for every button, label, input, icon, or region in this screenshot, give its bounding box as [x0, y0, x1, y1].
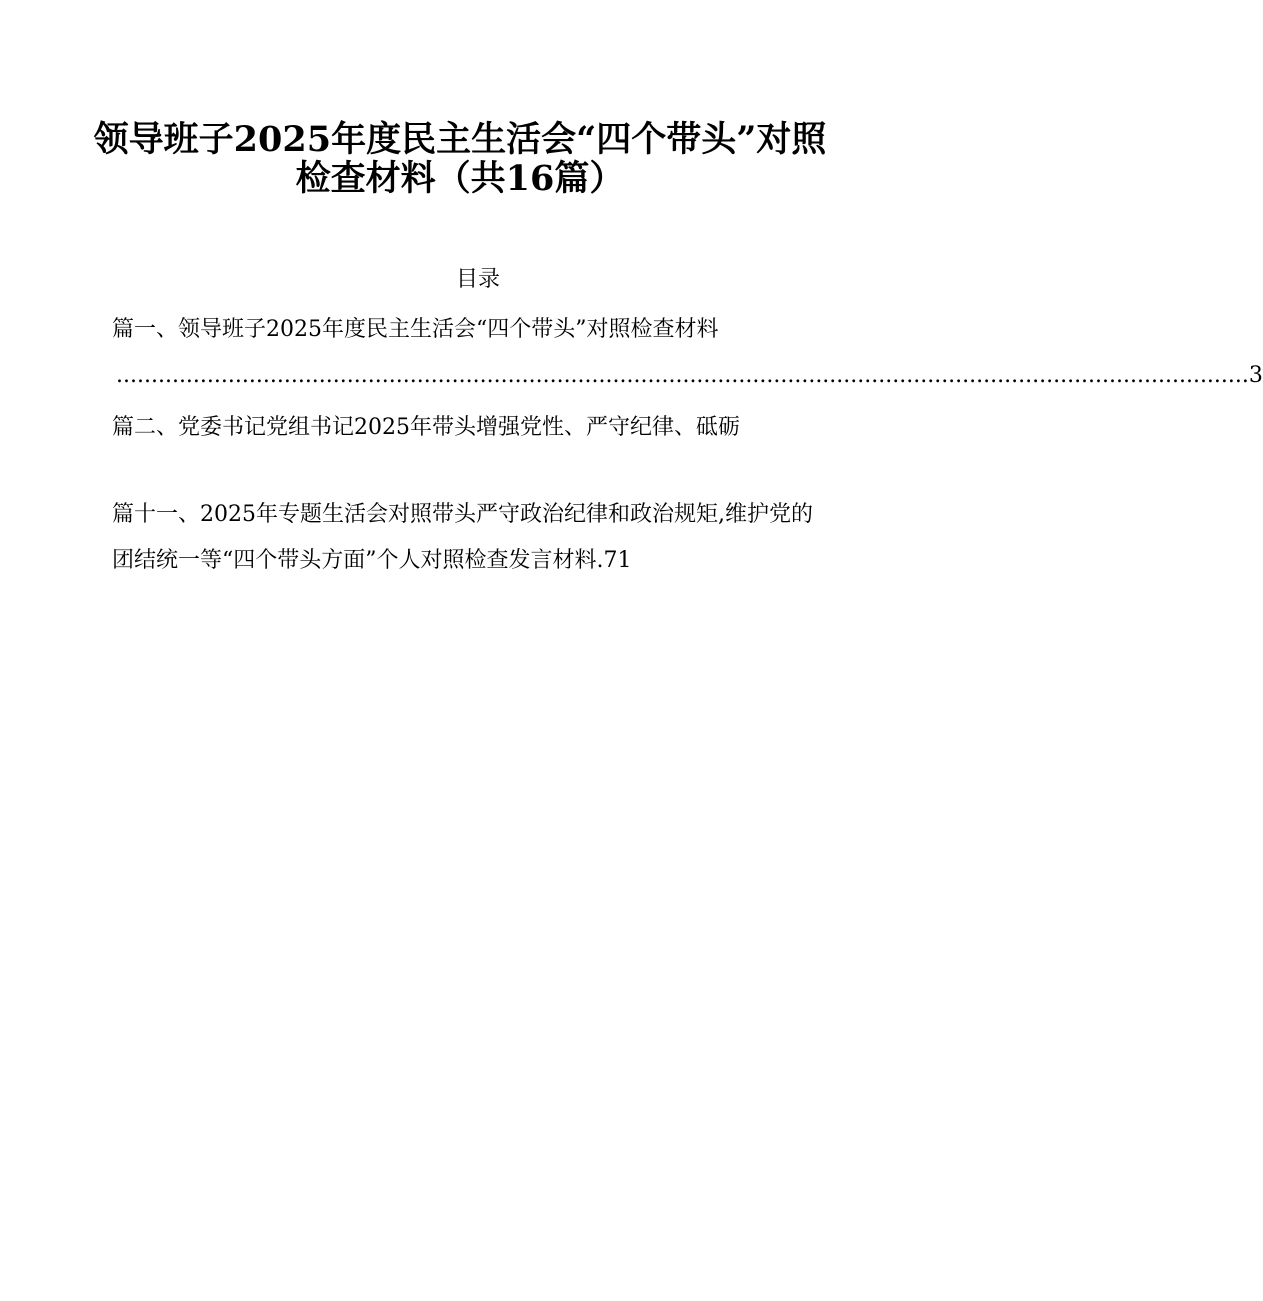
toc-entry-1-dot-leader: ..................................................................................................................................................................	[116, 363, 1249, 388]
document-title-line-2: 检查材料（共16篇）	[295, 158, 625, 199]
toc-entry-3-title-continued[interactable]: 团结统一等“四个带头方面”个人对照检查发言材料.71	[112, 548, 632, 573]
toc-entry-1-page-number: 3	[1248, 363, 1263, 388]
toc-entry-2-title[interactable]: 篇二、党委书记党组书记2025年带头增强党性、严守纪律、砥砺	[112, 415, 740, 440]
toc-entry-3-title[interactable]: 篇十一、2025年专题生活会对照带头严守政治纪律和政治规矩,维护党的	[112, 502, 813, 527]
toc-entry-1-title[interactable]: 篇一、领导班子2025年度民主生活会“四个带头”对照检查材料	[112, 317, 719, 342]
document-title-line-1: 领导班子2025年度民主生活会“四个带头”对照	[93, 119, 827, 160]
toc-heading: 目录	[455, 267, 500, 292]
toc-entry-1-leader-row[interactable]	[116, 360, 1263, 392]
